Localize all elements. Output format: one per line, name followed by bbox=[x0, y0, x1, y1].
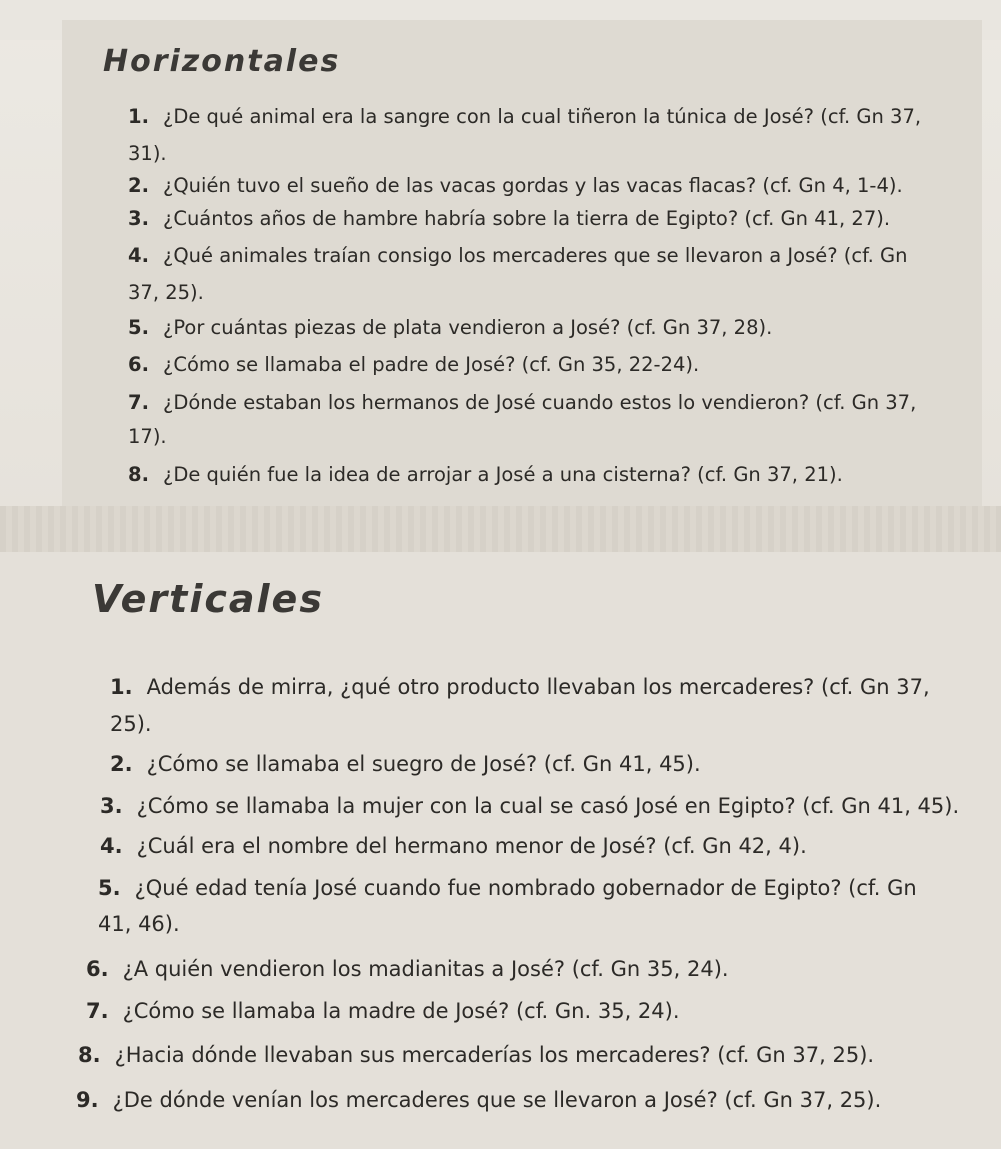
v-question-4 bbox=[100, 834, 807, 858]
h-question-2 bbox=[128, 174, 903, 197]
h-question-6-text: ¿Cómo se llamaba el padre de José? (cf. Gn 35, 22-24). bbox=[162, 353, 700, 376]
h-question-1-line-2: 31). bbox=[128, 142, 167, 165]
h-question-4-line-1 bbox=[128, 244, 907, 267]
h-question-5 bbox=[128, 316, 772, 339]
h-question-4-number: 4. bbox=[128, 244, 149, 267]
h-question-4-text: ¿Qué animales traían consigo los mercaderes que se llevaron a José? (cf. Gn bbox=[162, 244, 908, 267]
h-question-2-number: 2. bbox=[128, 174, 149, 197]
h-question-2-text: ¿Quién tuvo el sueño de las vacas gordas y las vacas flacas? (cf. Gn 4, 1-4). bbox=[162, 174, 903, 197]
h-question-1-line-1 bbox=[128, 105, 921, 128]
h-question-1-text: ¿De qué animal era la sangre con la cual tiñeron la túnica de José? (cf. Gn 37, bbox=[162, 105, 922, 128]
h-question-6 bbox=[128, 353, 699, 376]
h-question-5-text: ¿Por cuántas piezas de plata vendieron a José? (cf. Gn 37, 28). bbox=[162, 316, 773, 339]
v-question-5-text: ¿Qué edad tenía José cuando fue nombrado gobernador de Egipto? (cf. Gn bbox=[134, 876, 917, 900]
verticales-heading: Verticales bbox=[92, 577, 324, 621]
h-question-5-number: 5. bbox=[128, 316, 149, 339]
h-question-7-text: ¿Dónde estaban los hermanos de José cuando estos lo vendieron? (cf. Gn 37, bbox=[162, 391, 917, 414]
h-question-4-line-2: 37, 25). bbox=[128, 281, 204, 304]
v-question-1-line-2: 25). bbox=[110, 712, 152, 736]
h-question-7-number: 7. bbox=[128, 391, 149, 414]
h-question-7-line-2: 17). bbox=[128, 425, 167, 448]
h-question-8-number: 8. bbox=[128, 463, 149, 486]
v-question-8-number: 8. bbox=[78, 1043, 101, 1067]
v-question-6 bbox=[86, 957, 729, 981]
h-question-1-number: 1. bbox=[128, 105, 149, 128]
v-question-9-number: 9. bbox=[76, 1088, 99, 1112]
horizontales-heading: Horizontales bbox=[103, 44, 341, 79]
v-question-1-line-1 bbox=[110, 675, 930, 699]
v-question-1-number: 1. bbox=[110, 675, 133, 699]
v-question-7-text: ¿Cómo se llamaba la madre de José? (cf. Gn. 35, 24). bbox=[122, 999, 680, 1023]
v-question-7-number: 7. bbox=[86, 999, 109, 1023]
v-question-7 bbox=[86, 999, 680, 1023]
v-question-2-number: 2. bbox=[110, 752, 133, 776]
v-question-5-number: 5. bbox=[98, 876, 121, 900]
v-question-1-text: Además de mirra, ¿qué otro producto llevaban los mercaderes? (cf. Gn 37, bbox=[146, 675, 930, 699]
v-question-3 bbox=[100, 794, 959, 818]
v-question-4-number: 4. bbox=[100, 834, 123, 858]
h-question-8 bbox=[128, 463, 843, 486]
h-question-3-text: ¿Cuántos años de hambre habría sobre la tierra de Egipto? (cf. Gn 41, 27). bbox=[162, 207, 891, 230]
v-question-4-text: ¿Cuál era el nombre del hermano menor de José? (cf. Gn 42, 4). bbox=[136, 834, 807, 858]
h-question-6-number: 6. bbox=[128, 353, 149, 376]
h-question-3 bbox=[128, 207, 890, 230]
h-question-3-number: 3. bbox=[128, 207, 149, 230]
v-question-9 bbox=[76, 1088, 881, 1112]
v-question-2 bbox=[110, 752, 701, 776]
v-question-5-line-2: 41, 46). bbox=[98, 912, 180, 936]
h-question-7-line-1 bbox=[128, 391, 916, 414]
v-question-6-text: ¿A quién vendieron los madianitas a José? (cf. Gn 35, 24). bbox=[122, 957, 729, 981]
v-question-5-line-1 bbox=[98, 876, 917, 900]
v-question-3-number: 3. bbox=[100, 794, 123, 818]
v-question-6-number: 6. bbox=[86, 957, 109, 981]
h-question-8-text: ¿De quién fue la idea de arrojar a José a una cisterna? (cf. Gn 37, 21). bbox=[162, 463, 843, 486]
v-question-8-text: ¿Hacia dónde llevaban sus mercaderías los mercaderes? (cf. Gn 37, 25). bbox=[114, 1043, 875, 1067]
v-question-9-text: ¿De dónde venían los mercaderes que se llevaron a José? (cf. Gn 37, 25). bbox=[112, 1088, 882, 1112]
section-divider bbox=[0, 506, 1001, 554]
v-question-8 bbox=[78, 1043, 874, 1067]
v-question-2-text: ¿Cómo se llamaba el suegro de José? (cf. Gn 41, 45). bbox=[146, 752, 701, 776]
v-question-3-text: ¿Cómo se llamaba la mujer con la cual se casó José en Egipto? (cf. Gn 41, 45). bbox=[136, 794, 960, 818]
